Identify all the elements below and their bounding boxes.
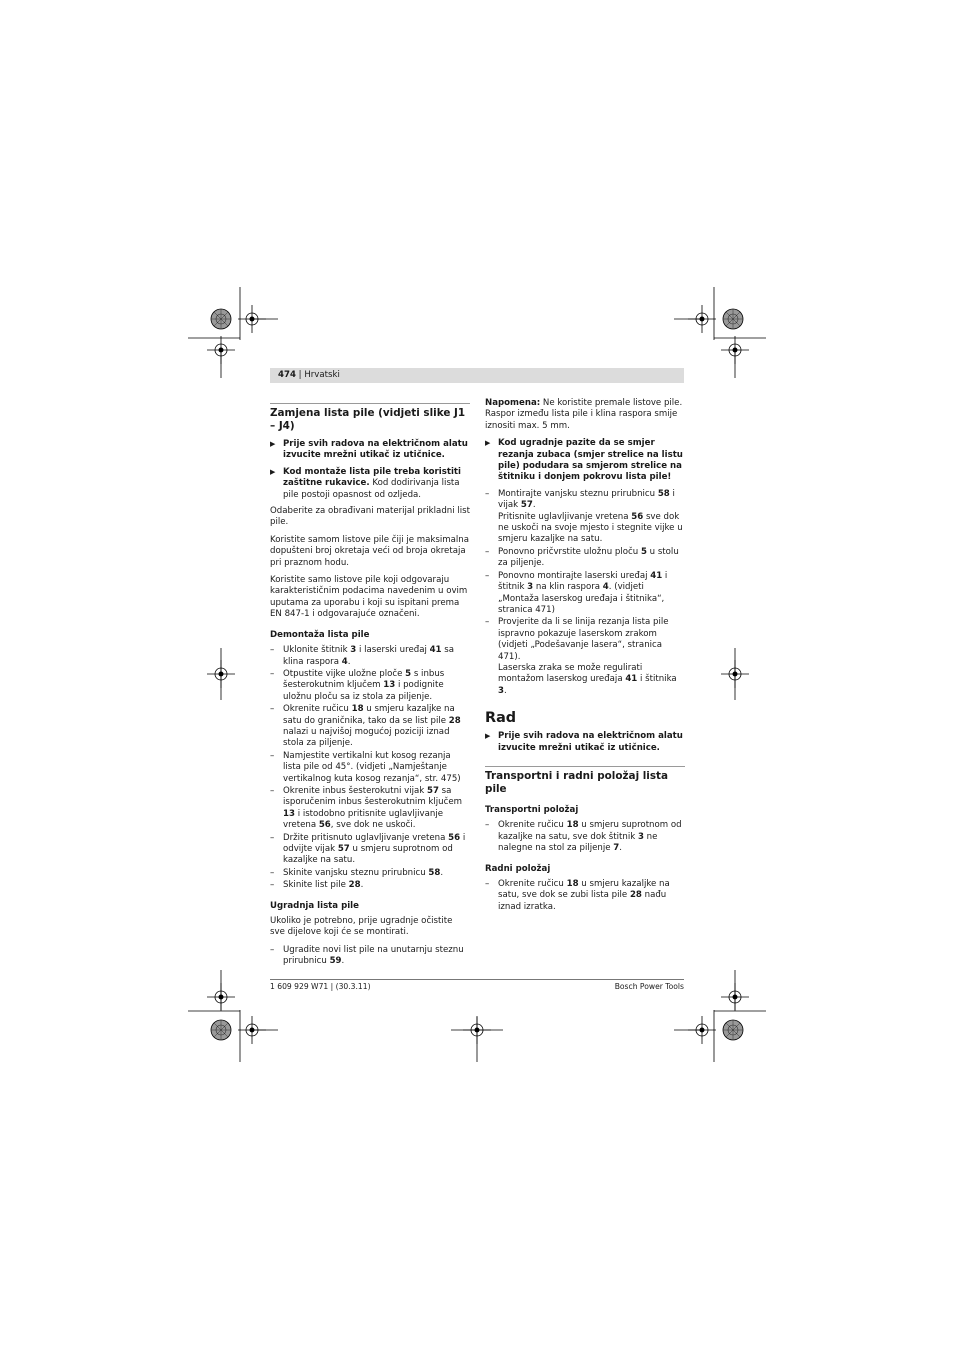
list-item	[270, 786, 470, 832]
header-language: Hrvatski	[304, 370, 340, 380]
reference-number: 18	[566, 879, 579, 889]
section-title-rad: Rad	[485, 710, 517, 727]
list-item	[270, 833, 470, 867]
step-text: Pritisnite uglavljivanje vretena	[498, 511, 632, 522]
warning-bold-text: Kod montaže lista pile treba koristiti zaštitne rukavice.	[283, 466, 461, 489]
dash-bullet-icon: –	[485, 820, 490, 831]
footer-doc-code: 1 609 929 W71 | (30.3.11)	[270, 982, 371, 991]
dash-bullet-icon: –	[485, 546, 490, 557]
reference-number: 41	[650, 570, 663, 581]
rad-warning-text: Prije svih radova na električnom alatu izvucite mrežni utikač iz utičnice.	[498, 731, 683, 753]
install-steps-left	[270, 945, 470, 968]
reference-number: 58	[657, 488, 670, 499]
install-steps-right	[485, 489, 685, 697]
note	[485, 398, 685, 432]
dash-bullet-icon: –	[270, 944, 275, 955]
step-text: sve dok ne uskoči na svoje mjesto i stegnite vijke u smjeru kazaljke na satu.	[498, 511, 683, 545]
step-text: Okrenite ručicu	[498, 879, 567, 889]
direction-warning-text: Kod ugradnje pazite da se smjer rezanja zubaca (smjer strelice na listu pile) podudara sa smjerom strelice na štitniku i donjem pokrovu lista pile!	[498, 438, 683, 483]
reference-number: 57	[337, 844, 350, 854]
reference-number: 41	[429, 645, 442, 656]
body-paragraph: Koristite samo listove pile koji odgovaraju karakterističnim podacima navedenim u ovim uputama za uporabu i koji su ispitani prema EN 847-1 i odgovarajuće označeni.	[270, 575, 468, 620]
dash-bullet-icon: –	[270, 832, 275, 843]
step-text: nađu iznad izratka.	[498, 890, 667, 912]
reference-number: 5	[640, 546, 647, 557]
step-text: nalazi u najvišoj mogućoj poziciji iznad stola za piljenje.	[283, 726, 450, 749]
list-item	[485, 571, 685, 617]
step-text: Skinite list pile	[283, 880, 349, 891]
reference-number: 3	[498, 685, 504, 696]
list-item	[270, 868, 470, 879]
step-text: Okrenite ručicu	[283, 704, 352, 715]
warning-triangle-icon: ▶	[485, 732, 491, 741]
step-text: i laserski uređaj	[356, 645, 430, 656]
reference-number: 13	[383, 680, 396, 691]
step-text: Držite pritisnuto uglavljivanje vretena	[283, 832, 449, 843]
body-paragraph: Odaberite za obrađivani materijal prikladni list pile.	[270, 506, 470, 528]
list-item	[485, 617, 685, 697]
reference-number: 28	[629, 890, 642, 901]
transport-steps	[485, 820, 685, 854]
reference-number: 28	[348, 880, 361, 891]
step-text: Provjerite da li se linija rezanja lista pile ispravno pokazuje laserskom zrakom (vidjeti „Podešavanje lasera“, stranica 471).	[498, 617, 669, 662]
reference-number: 3	[527, 582, 534, 593]
work-steps	[485, 879, 685, 913]
step-text: i štitnik	[498, 570, 668, 593]
dash-bullet-icon: –	[485, 617, 490, 628]
step-text: .	[440, 867, 444, 878]
section-title-blade-replacement: Zamjena lista pile (vidjeti slike J1 – J4)	[270, 403, 470, 433]
warning-triangle-icon: ▶	[270, 467, 276, 476]
note-text: Ne koristite premale listove pile. Raspor između lista pile i klina raspora smije iznositi max. 5 mm.	[485, 398, 683, 431]
step-text: ne nalegne na stol za piljenje	[498, 831, 658, 854]
section-title-transport: Transportni i radni položaj lista pile	[485, 766, 685, 796]
reference-number: 58	[428, 867, 441, 878]
step-text: Namjestite vertikalni kut kosog rezanja lista pile od 45°. (vidjeti „Namještanje vertikalnog kuta kosog rezanja“, str. 475)	[283, 750, 461, 784]
step-text: u smjeru kazaljke na satu, sve dok se zubi lista pile	[498, 879, 670, 901]
reference-number: 56	[318, 820, 331, 831]
step-text: .	[532, 500, 536, 511]
step-text: Okrenite inbus šesterokutni vijak	[283, 785, 427, 796]
list-item	[270, 645, 470, 668]
header-separator: |	[295, 370, 305, 380]
safety-warning	[270, 439, 470, 462]
reference-number: 57	[520, 500, 533, 511]
install-intro: Ukoliko je potrebno, prije ugradnje očistite sve dijelove koji će se montirati.	[270, 916, 453, 938]
reference-number: 3	[350, 645, 357, 656]
direction-warning	[485, 438, 685, 484]
safety-warning	[270, 467, 470, 501]
step-text: .	[360, 880, 364, 891]
step-text: Okrenite ručicu	[498, 820, 567, 831]
list-item	[485, 547, 685, 570]
step-text: sa klina raspora	[283, 645, 455, 667]
page-number: 474	[278, 370, 296, 380]
step-text: u stolu za piljenje.	[498, 546, 679, 569]
warning-triangle-icon: ▶	[485, 439, 491, 448]
left-paragraphs	[270, 506, 470, 621]
dash-bullet-icon: –	[270, 704, 275, 715]
list-item	[485, 489, 685, 546]
page-header	[270, 368, 684, 383]
step-text: Ugradite novi list pile na unutarnju steznu prirubnicu	[283, 944, 464, 967]
right-column	[485, 398, 685, 914]
step-text: sa isporučenim inbus šesterokutnim ključem	[283, 785, 462, 808]
step-text: na klin raspora	[533, 582, 603, 593]
reference-number: 56	[448, 832, 461, 843]
note-label: Napomena:	[485, 398, 541, 408]
reference-number: 7	[613, 843, 620, 854]
reference-number: 57	[426, 785, 439, 796]
left-column	[270, 403, 470, 969]
subtitle-installation: Ugradnja lista pile	[270, 900, 359, 911]
list-item	[270, 945, 470, 968]
step-text: .	[503, 685, 507, 696]
reference-number: 13	[283, 808, 295, 819]
disassembly-steps	[270, 645, 470, 892]
subtitle-disassembly: Demontaža lista pile	[270, 629, 370, 640]
reference-number: 4	[602, 582, 609, 593]
step-text: i vijak	[498, 488, 675, 511]
step-text: i odvijte vijak	[283, 832, 466, 854]
dash-bullet-icon: –	[270, 750, 275, 761]
step-text: Skinite vanjsku steznu prirubnicu	[283, 867, 429, 878]
reference-number: 18	[566, 820, 579, 831]
step-text: u smjeru suprotnom od kazaljke na satu.	[283, 844, 453, 866]
subtitle-work-position: Radni položaj	[485, 863, 551, 874]
reference-number: 59	[329, 956, 342, 967]
rad-warning	[485, 731, 685, 754]
footer-rule	[270, 979, 684, 980]
dash-bullet-icon: –	[485, 879, 490, 889]
step-text: . (vidjeti „Montaža laserskog uređaja i štitnika“, stranica 471)	[498, 582, 665, 615]
step-text: Uklonite štitnik	[283, 645, 351, 656]
step-text: .	[341, 956, 345, 967]
dash-bullet-icon: –	[270, 785, 275, 796]
step-text: Ponovno montirajte laserski uređaj	[498, 570, 651, 581]
dash-bullet-icon: –	[485, 488, 490, 499]
dash-bullet-icon: –	[485, 570, 490, 581]
warning-bold-text: Prije svih radova na električnom alatu izvucite mrežni utikač iz utičnice.	[283, 439, 468, 461]
list-item	[270, 704, 470, 750]
step-text: i istodobno pritisnite uglavljivanje vretena	[283, 808, 444, 831]
step-text: i štitnika	[637, 674, 677, 685]
step-text: u smjeru suprotnom od kazaljke na satu, sve dok štitnik	[498, 820, 682, 842]
reference-number: 56	[631, 511, 644, 522]
dash-bullet-icon: –	[270, 645, 275, 656]
reference-number: 5	[405, 668, 412, 679]
step-text: Montirajte vanjsku steznu prirubnicu	[498, 488, 658, 499]
reference-number: 18	[351, 704, 364, 715]
step-text: .	[347, 656, 351, 667]
reference-number: 28	[448, 715, 461, 726]
left-warnings	[270, 439, 470, 501]
step-text: s inbus šesterokutnim ključem	[283, 668, 445, 691]
step-text: Ponovno pričvrstite uložnu ploču	[498, 546, 641, 557]
step-text: Laserska zraka se može regulirati montažom laserskog uređaja	[498, 662, 643, 685]
subtitle-transport-position: Transportni položaj	[485, 804, 579, 815]
step-text: i podignite uložnu ploču sa iz stola za piljenje.	[283, 680, 444, 702]
reference-number: 41	[625, 674, 638, 685]
list-item	[485, 879, 685, 913]
step-text: .	[619, 843, 622, 854]
dash-bullet-icon: –	[270, 668, 275, 679]
reference-number: 4	[341, 656, 348, 667]
warning-text: Kod dodirivanja lista pile postoji opasnost od ozljeda.	[283, 478, 460, 500]
dash-bullet-icon: –	[270, 867, 275, 878]
list-item	[270, 880, 470, 891]
list-item	[485, 820, 685, 854]
dash-bullet-icon: –	[270, 880, 275, 891]
step-text: u smjeru kazaljke na satu do graničnika, tako da se list pile	[283, 704, 455, 726]
footer-brand: Bosch Power Tools	[614, 982, 684, 991]
warning-triangle-icon: ▶	[270, 440, 276, 448]
reference-number: 3	[637, 831, 644, 842]
list-item	[270, 751, 470, 785]
step-text: Otpustite vijke uložne ploče	[283, 668, 406, 679]
list-item	[270, 669, 470, 703]
step-text: , sve dok ne uskoči.	[330, 820, 416, 831]
body-paragraph: Koristite samom listove pile čiji je maksimalna dopušteni broj okretaja veći od broja okretaja pri praznom hodu.	[270, 534, 469, 568]
